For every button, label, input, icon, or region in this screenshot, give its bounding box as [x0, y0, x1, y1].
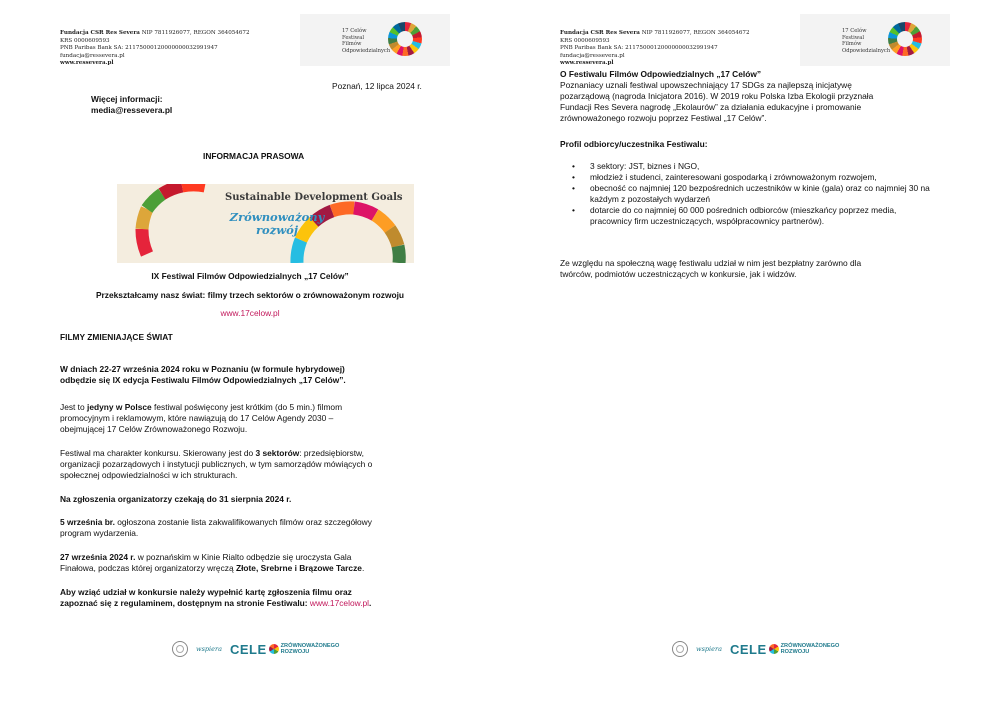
letterhead [60, 30, 250, 68]
sdg-wheel-icon [769, 644, 779, 654]
logo-text: 17 Celów Festiwal Filmów Odpowiedzialnych [342, 28, 391, 54]
more-info-email[interactable]: media@ressevera.pl [91, 105, 173, 115]
org-ids: NIP 7811926077, REGON 364054672 [639, 30, 750, 36]
celeo-tagline: ZRÓWNOWAŻONEGO ROZWOJU [780, 643, 840, 655]
paragraph-sectors: Festiwal ma charakter konkursu. Skierowany jest do 3 sektorów: przedsiębiorstw, organizacji pozarządowych i instytucji publicznych, w tym samorządów mówiących o społecznej odpowiedzialności w ich strukturach. [60, 448, 373, 480]
krs: KRS 0000609593 [60, 37, 110, 44]
celeo-logo-text: CELE [729, 641, 767, 657]
list-item: • obecność co najmniej 120 bezpośrednich uczestników w kinie (gala) oraz co najmniej 30 na każdym z pozostałych wydarzeń [560, 183, 940, 205]
letterhead [560, 30, 750, 68]
sponsor-footer [172, 640, 339, 658]
about-heading: O Festiwalu Filmów Odpowiedzialnych „17 Celów” [560, 69, 762, 79]
press-heading: INFORMACJA PRASOWA [203, 151, 305, 161]
org-website: www.ressevera.pl [560, 60, 614, 67]
right-page [500, 0, 1000, 707]
profile-heading: Profil odbiorcy/uczestnika Festiwalu: [560, 139, 708, 149]
org-ids: NIP 7811926077, REGON 364054672 [139, 30, 250, 36]
paragraph-shortlist: 5 września br. ogłoszona zostanie lista zakwalifikowanych filmów oraz szczegółowy program wydarzenia. [60, 517, 372, 538]
paragraph-dates: W dniach 22-27 września 2024 roku w Poznaniu (w formule hybrydowej) odbędzie się IX edycja Festiwalu Filmów Odpowiedzialnych „17 Celów”. [60, 364, 346, 385]
list-item: • dotarcie do co najmniej 60 000 pośrednich odbiorców (mieszkańcy poprzez media, pracownicy firm uczestniczących, współpracownicy partnerów). [560, 205, 940, 227]
sponsor-label: wspiera [196, 645, 222, 653]
festival-tagline: Przekształcamy nasz świat: filmy trzech sektorów o zrównoważonym rozwoju [95, 290, 405, 300]
regulations-link[interactable]: www.17celow.pl [309, 598, 370, 608]
festival-logo [300, 14, 450, 66]
bank-account: PNB Paribas Bank SA: 21175000120000000032991947 [60, 45, 218, 52]
city-seal-icon [172, 641, 188, 657]
bank-account: PNB Paribas Bank SA: 21175000120000000032991947 [560, 45, 718, 52]
celeo-logo-text: CELE [229, 641, 267, 657]
profile-list [560, 161, 940, 227]
paragraph-gala: 27 września 2024 r. w poznańskim w Kinie Rialto odbędzie się uroczysta Gala Finałowa, podczas której organizatorzy wręczą Złote, Srebrne i Brązowe Tarcze. [60, 552, 365, 573]
paragraph-apply: Aby wziąć udział w konkursie należy wypełnić kartę zgłoszenia filmu oraz zapoznać się z regulaminem, dostępnym na stronie Festiwalu: www.17celow.pl. [60, 587, 372, 608]
sdg-wheel-icon [269, 644, 279, 654]
org-website: www.ressevera.pl [60, 60, 114, 67]
paragraph-deadline: Na zgłoszenia organizatorzy czekają do 31 sierpnia 2024 r. [60, 494, 292, 504]
celeo-tagline: ZRÓWNOWAŻONEGO ROZWOJU [280, 643, 340, 655]
org-name: Fundacja CSR Res Severa [560, 30, 640, 36]
closing-paragraph: Ze względu na społeczną wagę festiwalu udział w nim jest bezpłatny zarówno dla twórców, podmiotów uczestniczących w konkursie, jak i widzów. [560, 258, 862, 279]
sdg-banner [117, 184, 414, 263]
letter-date: Poznań, 12 lipca 2024 r. [332, 81, 422, 91]
section-heading: FILMY ZMIENIAJĄCE ŚWIAT [60, 332, 173, 342]
festival-title: IX Festiwal Filmów Odpowiedzialnych „17 Celów” [151, 271, 349, 281]
banner-title: Sustainable Development Goals [225, 192, 403, 203]
sponsor-label: wspiera [696, 645, 722, 653]
list-item: • 3 sektory: JST, biznes i NGO, [560, 161, 940, 172]
festival-url-link[interactable]: www.17celow.pl [220, 308, 280, 318]
org-email: fundacja@ressevera.pl [60, 52, 125, 59]
about-paragraph: Poznaniacy uznali festiwal upowszechniający 17 SDGs za najlepszą inicjatywę pozarządową (nagroda Inicjatora 2016). W 2019 roku Polska Izba Ekologii przyznała Fundacji Res Severa nagrodę „Ekolaurów” za działania edukacyjne i promowanie zrównoważonego rozwoju poprzez Festiwal „17 Celów”. [560, 80, 874, 123]
logo-text: 17 Celów Festiwal Filmów Odpowiedzialnych [842, 28, 891, 54]
festival-logo [800, 14, 950, 66]
sdg-wheel-icon [888, 22, 922, 56]
list-item: • młodzież i studenci, zainteresowani gospodarką i zrównoważonym rozwojem, [560, 172, 940, 183]
org-email: fundacja@ressevera.pl [560, 52, 625, 59]
paragraph-unique: Jest to jedyny w Polsce festiwal poświęcony jest krótkim (do 5 min.) filmom promocyjnym i reklamowym, które nawiązują do 17 Celów Agendy 2030 – obejmującej 17 Celów Zrównoważonego Rozwoju. [60, 402, 343, 434]
more-info-label: Więcej informacji: [91, 94, 163, 104]
city-seal-icon [672, 641, 688, 657]
org-name: Fundacja CSR Res Severa [60, 30, 140, 36]
banner-subtitle: Zrównoważony rozwój [229, 210, 325, 237]
sdg-wheel-icon [388, 22, 422, 56]
krs: KRS 0000609593 [560, 37, 610, 44]
sponsor-footer [672, 640, 839, 658]
